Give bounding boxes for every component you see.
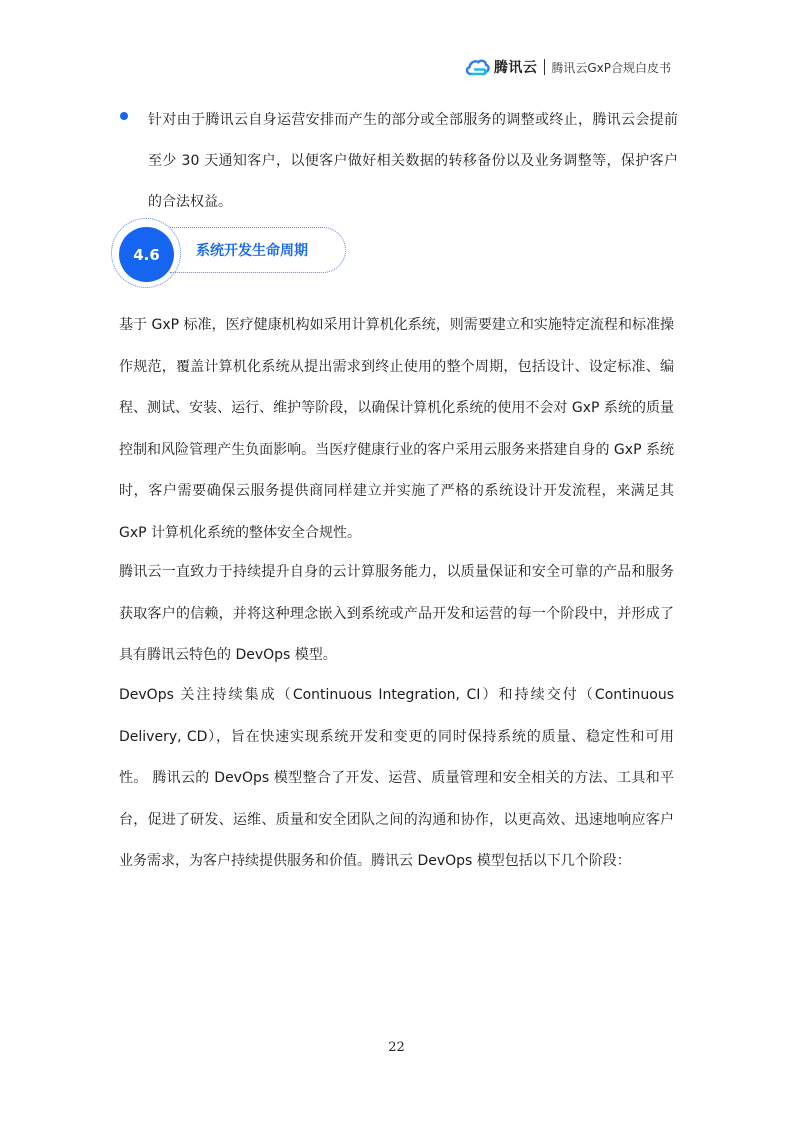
- section-number-badge: 4.6: [119, 227, 174, 282]
- bullet-paragraph: 针对由于腾讯云自身运营安排而产生的部分或全部服务的调整或终止，腾讯云会提前至少 30 天通知客户，以便客户做好相关数据的转移备份以及业务调整等，保护客户的合法权益。: [148, 112, 678, 210]
- logo-text: 腾讯云: [493, 60, 538, 76]
- header-divider: [544, 59, 545, 75]
- tencent-cloud-logo-icon: [464, 57, 490, 77]
- document-title: 腾讯云GxP合规白皮书: [551, 60, 671, 75]
- section-heading: [108, 214, 348, 292]
- body-paragraph-3: DevOps 关注持续集成（Continuous Integration, CI）和持续交付（Continuous Delivery, CD），旨在快速实现系统开发和变更的同时保持系统的质量、稳定性和可用性。 腾讯云的 DevOps 模型整合了开发、运营、质量管理和安全相关的方法、工具和平台，促进了研发、运维、质量和安全团队之间的沟通和协作，以更高效、迅速地响应客户业务需求，为客户持续提供服务和价值。腾讯云 DevOps 模型包括以下几个阶段：: [119, 687, 674, 869]
- body-paragraph-2: 腾讯云一直致力于持续提升自身的云计算服务能力，以质量保证和安全可靠的产品和服务获取客户的信赖，并将这种理念嵌入到系统或产品开发和运营的每一个阶段中，并形成了具有腾讯云特色的 DevOps 模型。: [119, 564, 674, 663]
- page-header: [464, 54, 671, 80]
- bullet-dot: [120, 112, 128, 120]
- section-title: 系统开发生命周期: [196, 243, 308, 259]
- body-paragraph-1: 基于 GxP 标准，医疗健康机构如采用计算机化系统，则需要建立和实施特定流程和标准操作规范，覆盖计算机化系统从提出需求到终止使用的整个周期，包括设计、设定标准、编程、测试、安装、运行、维护等阶段，以确保计算机化系统的使用不会对 GxP 系统的质量控制和风险管理产生负面影响。当医疗健康行业的客户采用云服务来搭建自身的 GxP 系统时，客户需要确保云服务提供商同样建立并实施了严格的系统设计开发流程，来满足其 GxP 计算机化系统的整体安全合规性。: [119, 317, 674, 541]
- page-number: 22: [388, 1040, 405, 1055]
